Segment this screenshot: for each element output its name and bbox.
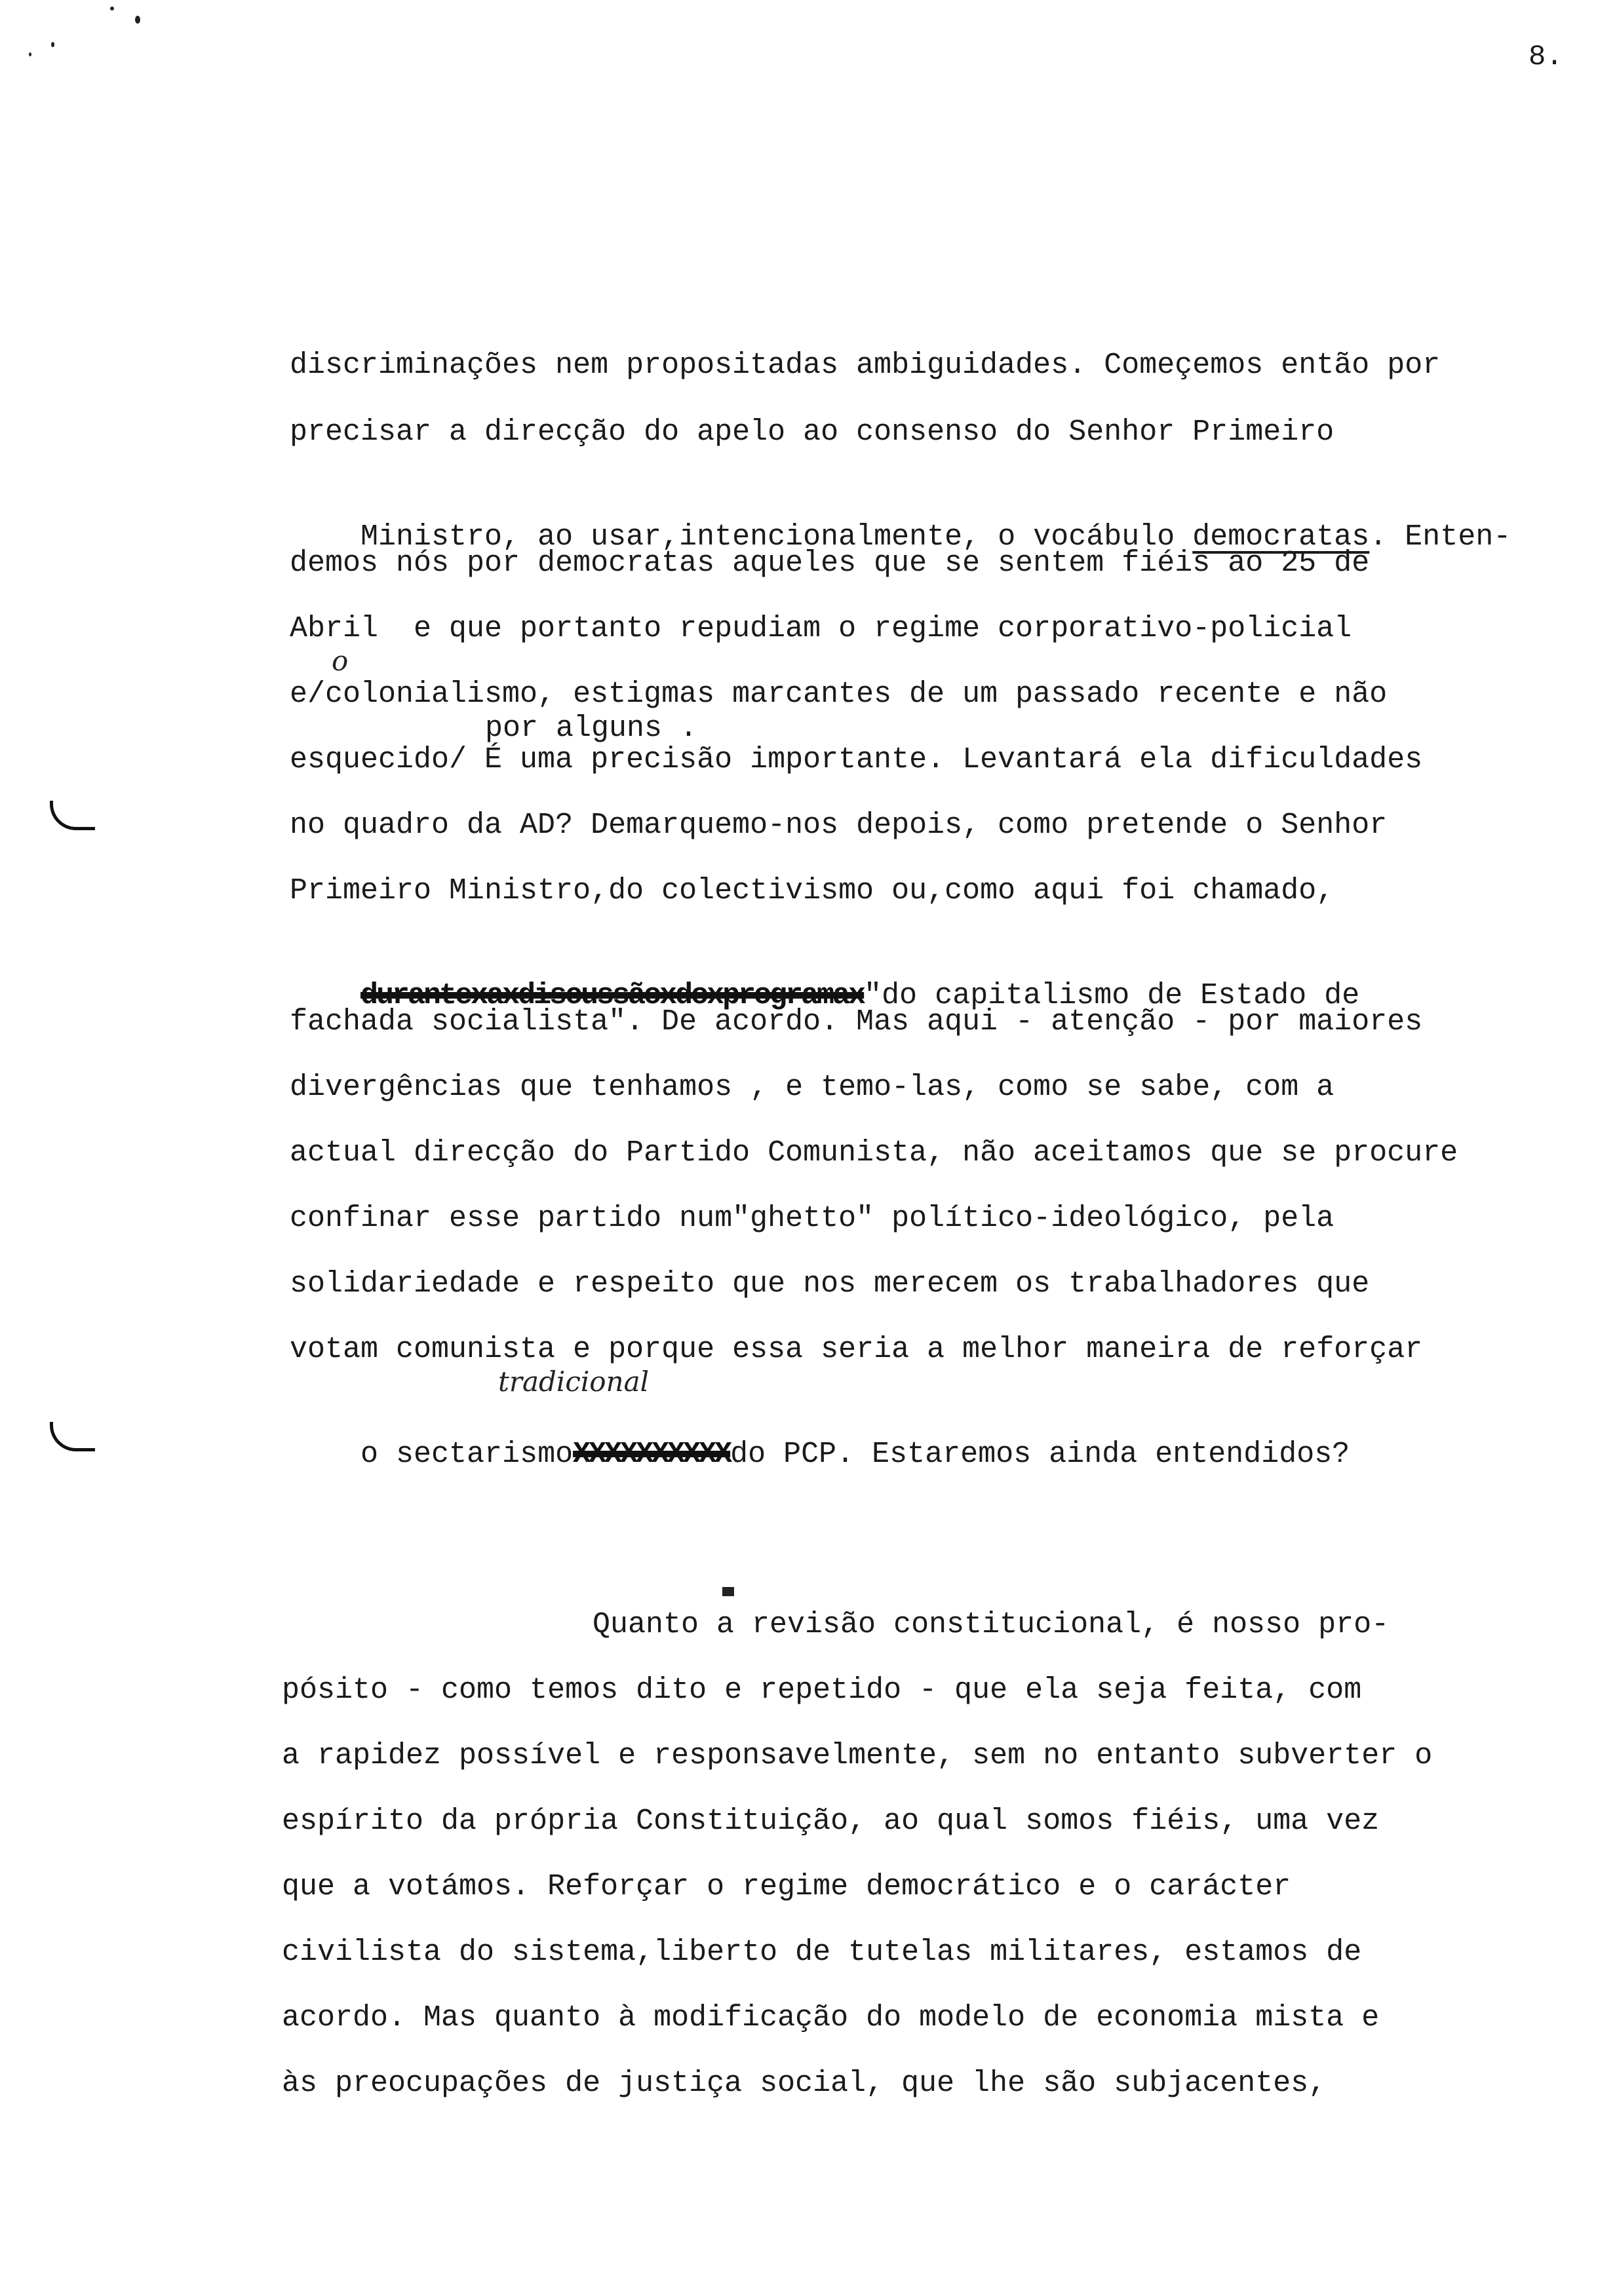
text-line: Primeiro Ministro,do colectivismo ou,como aqui foi chamado,: [290, 874, 1334, 908]
text-line: que a votámos. Reforçar o regime democrático e o carácter: [282, 1870, 1291, 1904]
margin-mark: [50, 1422, 95, 1451]
handwritten-insert-o: o: [332, 645, 349, 677]
text-line: actual direcção do Partido Comunista, não aceitamos que se procure: [290, 1136, 1458, 1170]
text-line: votam comunista e porque essa seria a melhor maneira de reforçar: [290, 1333, 1423, 1366]
text-line: divergências que tenhamos , e temo-las, como se sabe, com a: [290, 1071, 1334, 1104]
line-segment: "do capitalismo de Estado de: [864, 979, 1360, 1012]
struck-out-text: durantexaxdiscussãoxdoxprogramax: [360, 979, 865, 1012]
text-line: acordo. Mas quanto à modificação do modelo de economia mista e: [282, 2001, 1380, 2035]
paper-speck: [51, 42, 54, 47]
text-line: fachada socialista". De acordo. Mas aqui - atenção - por maiores: [290, 1005, 1423, 1039]
paper-speck: [135, 16, 140, 24]
margin-mark: [50, 801, 95, 830]
paper-speck: [110, 7, 114, 10]
text-line: Quanto a revisão constitucional, é nosso pro-: [593, 1608, 1390, 1641]
text-line: pósito - como temos dito e repetido - que ela seja feita, com: [282, 1674, 1362, 1707]
underlined-word: democratas: [1192, 520, 1370, 554]
text-line: civilista do sistema,liberto de tutelas militares, estamos de: [282, 1936, 1362, 1969]
line-segment: o sectarismo: [360, 1438, 574, 1471]
handwritten-insert-tradicional: tradicional: [498, 1366, 650, 1398]
text-line: [290, 1396, 1350, 1514]
text-line: confinar esse partido num"ghetto" político-ideológico, pela: [290, 1202, 1334, 1235]
text-line: discriminações nem propositadas ambiguidades. Começemos então por: [290, 349, 1441, 382]
text-line: às preocupações de justiça social, que lhe são subjacentes,: [282, 2067, 1327, 2100]
text-line: espírito da própria Constituição, ao qual somos fiéis, uma vez: [282, 1805, 1380, 1838]
text-line: demos nós por democratas aqueles que se sentem fiéis ao 25 de: [290, 546, 1370, 580]
page-number: 8.: [1528, 41, 1563, 73]
text-line: precisar a direcção do apelo ao consenso do Senhor Primeiro: [290, 415, 1334, 449]
line-segment: Ministro, ao usar,intencionalmente, o vocábulo: [360, 520, 1193, 554]
text-line: e/colonialismo, estigmas marcantes de um passado recente e não: [290, 678, 1388, 711]
typed-insert-por-alguns: por alguns .: [485, 712, 698, 745]
paper-speck: [29, 52, 31, 56]
struck-out-scribble: XXXXXXXXXX: [573, 1438, 731, 1471]
line-segment: . Enten-: [1369, 520, 1511, 554]
accent-mark: [722, 1587, 734, 1596]
text-line: solidariedade e respeito que nos merecem os trabalhadores que: [290, 1267, 1370, 1301]
text-line: no quadro da AD? Demarquemo-nos depois, como pretende o Senhor: [290, 809, 1388, 842]
text-line: esquecido/ É uma precisão importante. Levantará ela dificuldades: [290, 743, 1423, 776]
line-segment: do PCP. Estaremos ainda entendidos?: [730, 1438, 1350, 1471]
text-line: a rapidez possível e responsavelmente, sem no entanto subverter o: [282, 1739, 1433, 1772]
text-line: Abril e que portanto repudiam o regime corporativo-policial: [290, 612, 1352, 645]
